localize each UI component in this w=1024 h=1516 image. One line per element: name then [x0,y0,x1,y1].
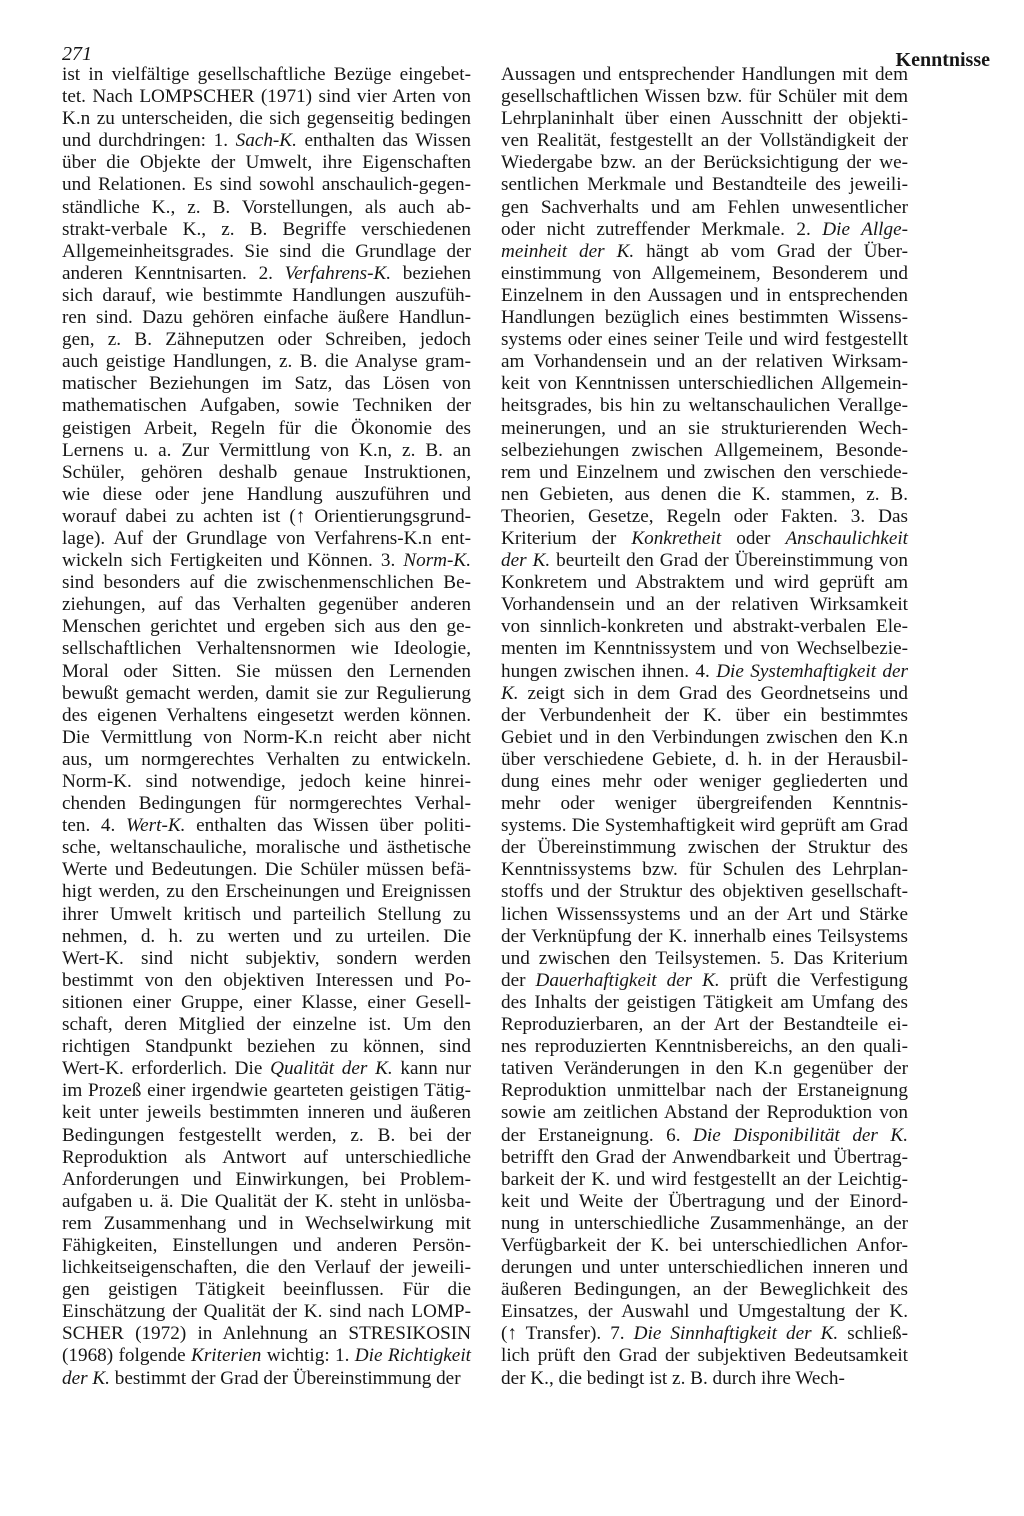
text-run: lich prüft den Grad der subjektiven Bedeutsamkeit [501,1345,908,1367]
text-line [501,1257,908,1279]
text-line [501,285,908,307]
text-run: sche, weltanschauliche, moralische und ästhetische [62,837,471,859]
text-line [501,1080,908,1102]
text-line [62,727,471,749]
text-run: betrifft den Grad der Anwendbarkeit und Übertrag- [501,1146,908,1168]
text-line [62,683,471,705]
text-line [62,174,471,196]
text-run: des Inhalts der geistigen Tätigkeit am Umfang des [501,991,908,1013]
text-line [501,904,908,926]
text-run: matischer Beziehungen im Satz, das Lösen von [62,373,471,395]
text-run: sitionen einer Gruppe, einer Klasse, einer Gesell- [62,991,471,1013]
text-run: lichkeitseigenschaften, die den Verlauf der jeweili- [62,1257,471,1279]
text-line [501,771,908,793]
text-run: Aussagen und entsprechender Handlungen mit dem [501,64,908,85]
text-run: Wiedergabe bzw. an der Berücksichtigung der we- [501,152,908,174]
text-run: sich darauf, wie bestimmte Handlungen auszufüh- [62,284,471,306]
text-line [501,241,908,263]
text-run: tet. Nach LOMPSCHER (1971) sind vier Arten von [62,86,471,108]
text-line [501,1279,908,1301]
text-line [501,462,908,484]
text-line [62,904,471,926]
text-run: aus, um normgerechtes Verhalten zu entwickeln. [62,748,471,770]
text-line [501,152,908,174]
text-line [62,859,471,881]
text-run: Theorien, Gesetze, Regeln oder Fakten. 3. Das [501,505,908,527]
text-line [501,948,908,970]
text-line [62,771,471,793]
text-run: Verfügbarkeit der K. bei unterschiedlichen Anfor- [501,1234,908,1256]
text-line [62,1191,471,1213]
italic-term: Die Richtigkeit [354,1345,471,1367]
text-line [62,992,471,1014]
italic-term: Anschaulichkeit [785,527,908,549]
text-run: wie diese oder jene Handlung auszuführen und [62,483,471,505]
text-line [62,285,471,307]
text-line [62,1235,471,1257]
text-run: lichen Wissenssystems und an der Art und Stärke [501,903,908,925]
text-run: Allgemeinheitsgrades. Sie sind die Grundlage der [62,240,471,262]
text-line [501,1102,908,1124]
text-run: gen, z. B. Zähneputzen oder Schreiben, jedoch [62,329,471,351]
text-line [62,881,471,903]
text-run: enthalten das Wissen [296,130,471,152]
text-run: einstimmung von Allgemeinem, Besonderem und [501,262,908,284]
text-run: geistigen Arbeit, Regeln für die Ökonomie des [62,417,471,439]
text-line [62,1345,471,1367]
text-line [501,881,908,903]
text-line [62,418,471,440]
text-line [62,661,471,683]
text-run: beurteilt den Grad der Übereinstimmung von [550,550,908,572]
text-run: und zwischen den Teilsystemen. 5. Das Kriterium [501,947,908,969]
text-run: lage). Auf der Grundlage von Verfahrens-K.n ent- [62,527,471,549]
italic-term: Verfahrens-K. [284,262,392,284]
text-run: rem Zusammenhang und in Wechselwirkung mit [62,1212,471,1234]
text-line [501,837,908,859]
text-line [501,263,908,285]
text-run: SCHER (1972) in Anlehnung an STRESIKOSIN [62,1323,471,1345]
text-line [501,1147,908,1169]
text-run: enthalten das Wissen über politi- [185,815,471,837]
text-run: oder nicht zutreffender Merkmale. 2. [501,218,823,240]
text-run: selbeziehungen zwischen Allgemeinem, Besonde- [501,439,908,461]
text-line [62,506,471,528]
text-line [501,1036,908,1058]
text-line [62,152,471,174]
text-line [62,219,471,241]
text-line [501,1301,908,1323]
text-line [62,1301,471,1323]
text-line [62,64,471,86]
text-column-left [62,64,471,1390]
text-run: wickeln sich Fertigkeiten und Können. 3. [62,550,404,572]
text-line [501,793,908,815]
italic-term: Kriterien [191,1345,262,1367]
text-run: strakt-verbale K., z. B. Begriffe verschiedenen [62,218,471,240]
text-run: Menschen gerichtet und ergeben sich aus den ge- [62,616,471,638]
text-line [501,926,908,948]
text-run: der Verknüpfung der K. innerhalb eines Teilsystems [501,925,908,947]
text-run: prüft die Verfestigung [719,969,909,991]
text-run: sentlichen Merkmale und Bestandteile des jeweili- [501,174,908,196]
text-run: Die Vermittlung von Norm-K.n reicht aber nicht [62,726,471,748]
text-line [62,307,471,329]
text-run: nung in unterschiedliche Zusammenhänge, an der [501,1212,908,1234]
text-run: Moral oder Sitten. Sie müssen den Lernenden [62,660,471,682]
text-run: der Verbundenheit der K. über ein bestimmtes [501,704,908,726]
text-run: auch geistige Handlungen, z. B. die Analyse gram- [62,351,471,373]
text-line [501,329,908,351]
text-run: über verschiedene Gebiete, d. h. in der Herausbil- [501,748,908,770]
text-line [62,1323,471,1345]
text-run: nen Gebieten, aus denen die K. stammen, z. B. [501,483,908,505]
text-run: Schüler, gehören deshalb genaue Instruktionen, [62,461,471,483]
text-run: schließ- [838,1323,908,1345]
text-line [62,1080,471,1102]
text-line [62,440,471,462]
text-line [501,815,908,837]
text-line [62,263,471,285]
text-run: des eigenen Verhaltens eingesetzt werden können. [62,704,471,726]
text-run: der [501,969,536,991]
text-line [62,373,471,395]
text-line [62,815,471,837]
text-run: Reproduktion als Antwort auf unterschiedliche [62,1146,471,1168]
text-run: Gebiet und in den Verbindungen zwischen den K.n [501,726,908,748]
text-line [501,1169,908,1191]
text-line [62,550,471,572]
text-run: Wert-K. sind nicht subjektiv, sondern werden [62,947,471,969]
text-run: sowie am zeitlichen Abstand der Reproduktion von [501,1102,908,1124]
text-line [501,970,908,992]
text-line [62,572,471,594]
text-run: sind besonders auf die zwischenmenschlichen Be- [62,572,471,594]
text-run: Anforderungen und Einwirkungen, bei Problem- [62,1168,471,1190]
text-run: wichtig: 1. [261,1345,355,1367]
text-column-right [501,64,908,1390]
text-run: Konkretem und Abstraktem und wird geprüft am [501,572,908,594]
text-line [62,1147,471,1169]
text-run: gen Sachverhalts und am Fehlen unwesentlicher [501,196,908,218]
text-line [501,550,908,572]
text-run: keit und Weite der Übertragung und der Einord- [501,1190,908,1212]
text-line [501,616,908,638]
text-run: rem und Einzelnem und zwischen den verschiede- [501,461,908,483]
text-line [62,86,471,108]
text-line [501,1235,908,1257]
text-line [501,219,908,241]
text-line [501,1368,908,1390]
text-line [501,506,908,528]
text-run: mehr oder weniger übergreifenden Kenntnis- [501,793,908,815]
text-run: menten im Kenntnissystem und von Wechselbezie- [501,638,908,660]
text-line [62,749,471,771]
italic-term: Norm-K. [403,550,471,572]
text-line [501,1213,908,1235]
text-line [501,992,908,1014]
text-run: derungen und unter unterschiedlichen inneren und [501,1257,908,1279]
text-run: oder [721,527,786,549]
text-run: worauf dabei zu achten ist (↑ Orientierungsgrund- [62,505,471,527]
text-run: nehmen, d. h. zu werten und zu urteilen. Die [62,925,471,947]
text-run: und durchdringen: 1. [62,130,236,152]
text-line [501,1191,908,1213]
text-run: im Prozeß einer irgendwie gearteten geistigen Tätig- [62,1080,471,1102]
text-run: ten. 4. [62,815,126,837]
text-line [501,1345,908,1367]
italic-term: Die Allge- [822,218,908,240]
text-line [501,727,908,749]
text-run: meinerungen, und an sie strukturierenden Wech- [501,417,908,439]
text-line [501,307,908,329]
page-number: 271 [62,43,92,65]
text-run: Einzelnem in den Aussagen und in entsprechenden [501,284,908,306]
text-line [62,1058,471,1080]
text-run: (↑ Transfer). 7. [501,1323,634,1345]
text-line [62,130,471,152]
italic-term: Wert-K. [125,815,186,837]
text-run: keit von Kenntnissen unterschiedlichen Allgemein- [501,373,908,395]
text-line [501,749,908,771]
text-line [62,484,471,506]
text-line [501,174,908,196]
text-run: Lehrplaninhalt über einen Ausschnitt der objekti- [501,108,908,130]
text-run: beziehen [391,262,471,284]
text-run: ren sind. Dazu gehören einfache äußere Handlun- [62,307,471,329]
text-run: hängt ab vom Grad der Über- [634,240,908,262]
text-line [501,661,908,683]
text-line [62,1368,471,1390]
text-line [501,484,908,506]
italic-term: K. [501,682,519,704]
text-line [501,440,908,462]
text-line [62,241,471,263]
text-run: ist in vielfältige gesellschaftliche Bezüge eingebet- [62,64,471,85]
text-run: ven Realität, festgestellt an der Vollständigkeit der [501,130,908,152]
text-line [62,1279,471,1301]
text-line [501,705,908,727]
running-head: Kenntnisse [895,49,990,71]
text-run: K.n zu unterscheiden, die sich gegenseitig bedingen [62,108,471,130]
text-line [62,594,471,616]
text-run: Kriterium der [501,527,632,549]
text-run: mathematischen Aufgaben, sowie Techniken der [62,395,471,417]
text-run: (1968) folgende [62,1345,192,1367]
text-line [62,1257,471,1279]
italic-term: Konkretheit [631,527,722,549]
text-line [501,64,908,86]
text-line [501,1058,908,1080]
text-line [62,1014,471,1036]
text-run: zeigt sich in dem Grad des Geordnetseins und [518,682,908,704]
text-run: higt werden, zu den Erscheinungen und Ereignissen [62,881,471,903]
text-line [62,395,471,417]
text-run: ihrer Umwelt kritisch und parteilich Stellung zu [62,903,471,925]
text-run: bewußt gemacht werden, damit sie zur Regulierung [62,682,471,704]
text-run: gesellschaftlichen Wissen bzw. für Schüler mit dem [501,86,908,108]
text-run: barkeit der K. und wird festgestellt an der Leichtig- [501,1168,908,1190]
text-run: tativen Veränderungen in den K.n gegenüber der [501,1058,908,1080]
text-run: keit unter jeweils bestimmten inneren und äußeren [62,1102,471,1124]
text-line [62,1169,471,1191]
text-run: anderen Kenntnisarten. 2. [62,262,285,284]
text-run: Norm-K. sind notwendige, jedoch keine hinrei- [62,771,471,792]
text-run: heitsgrades, bis hin zu weltanschaulichen Verallge- [501,395,908,417]
text-line [62,108,471,130]
text-line [62,638,471,660]
text-line [62,705,471,727]
text-line [501,594,908,616]
text-line [501,572,908,594]
text-run: der Übereinstimmung zwischen der Struktur des [501,837,908,859]
text-line [62,616,471,638]
text-run: stoffs und der Struktur des objektiven gesellschaft- [501,881,908,903]
text-run: der Erstaneignung. 6. [501,1124,694,1146]
text-run: gen geistigen Tätigkeit beeinflussen. Für die [62,1279,471,1301]
text-run: Einsatzes, der Auswahl und Umgestaltung der K. [501,1301,908,1323]
text-run: sellschaftlichen Verhaltensnormen wie Ideologie, [62,638,471,660]
text-run: systems oder eines seiner Teile und wird festgestellt [501,329,908,351]
text-line [62,462,471,484]
text-run: Einschätzung der Qualität der K. sind nach LOMP- [62,1301,471,1323]
text-run: Lernens u. a. Zur Vermittlung von K.n, z. B. an [62,439,471,461]
text-line [62,926,471,948]
italic-term: der K. [62,1367,110,1389]
text-run: Vorhandensein und an der relativen Wirksamkeit [501,594,908,616]
italic-term: der K. [501,550,551,572]
text-line [62,837,471,859]
text-run: der K., die bedingt ist z. B. durch ihre Wech- [501,1367,845,1389]
text-run: Fähigkeiten, Einstellungen und anderen Persön- [62,1234,471,1256]
text-line [62,1036,471,1058]
text-run: Wert-K. erforderlich. Die [62,1058,271,1080]
italic-term: Die Sinnhaftigkeit der K. [633,1323,839,1345]
text-run: richtigen Standpunkt beziehen zu können, sind [62,1036,471,1058]
text-line [501,86,908,108]
text-line [62,970,471,992]
text-line [62,793,471,815]
text-line [501,108,908,130]
text-line [62,948,471,970]
italic-term: meinheit der K. [501,240,635,262]
text-run: am Vorhandensein und an der relativen Wirksam- [501,351,908,373]
text-line [501,859,908,881]
text-run: Reproduzierbaren, an der Art der Bestandteile ei- [501,1014,908,1036]
text-run: Reproduktion unmittelbar nach der Erstaneignung [501,1080,908,1102]
text-line [501,373,908,395]
text-run: kann nur [392,1058,472,1080]
text-line [501,418,908,440]
text-line [62,1213,471,1235]
text-run: ständliche K., z. B. Vorstellungen, als auch ab- [62,196,471,218]
text-line [501,1014,908,1036]
text-line [501,638,908,660]
text-line [501,130,908,152]
text-run: äußeren Bedingungen, an der Beweglichkeit des [501,1279,908,1301]
text-line [501,1125,908,1147]
text-run: bestimmt der Grad der Übereinstimmung der [109,1367,461,1389]
text-run: bestimmt von den objektiven Interessen und Po- [62,969,471,991]
text-line [501,683,908,705]
text-run: ziehungen, auf das Verhalten gegenüber anderen [62,594,471,616]
text-line [62,1125,471,1147]
text-line [62,329,471,351]
text-run: nes reproduzierten Kenntnisbereichs, an den quali- [501,1036,908,1058]
text-run: aufgaben u. ä. Die Qualität der K. steht in unlösba- [62,1190,471,1212]
text-line [62,1102,471,1124]
text-line [501,395,908,417]
text-line [62,197,471,219]
text-run: systems. Die Systemhaftigkeit wird geprüft am Grad [501,815,908,837]
italic-term: Die Systemhaftigkeit der [716,660,908,682]
italic-term: Die Disponibilität der K. [693,1124,908,1146]
text-run: hungen zwischen ihnen. 4. [501,660,717,682]
text-line [501,351,908,373]
text-run: dung eines mehr oder weniger gegliederten und [501,771,908,792]
text-line [62,351,471,373]
text-run: Werte und Bedeutungen. Die Schüler müssen befä- [62,859,471,881]
text-line [501,197,908,219]
text-line [62,528,471,550]
text-run: Bedingungen festgestellt werden, z. B. bei der [62,1124,471,1146]
text-run: und Relationen. Es sind sowohl anschaulich-gegen- [62,174,471,196]
text-line [501,1323,908,1345]
text-line [501,528,908,550]
italic-term: Dauerhaftigkeit der K. [535,969,720,991]
italic-term: Sach-K. [235,130,297,152]
text-run: Kenntnissystems bzw. für Schulen des Lehrplan- [501,859,908,881]
italic-term: Qualität der K. [270,1058,393,1080]
text-run: über die Objekte der Umwelt, ihre Eigenschaften [62,152,471,174]
text-run: schaft, deren Mitglied der einzelne ist. Um den [62,1014,471,1036]
text-run: Handlungen bezüglich eines bestimmten Wissens- [501,307,908,329]
text-run: chenden Bedingungen für normgerechtes Verhal- [62,793,471,815]
text-run: von sinnlich-konkreten und abstrakt-verbalen Ele- [501,616,908,638]
